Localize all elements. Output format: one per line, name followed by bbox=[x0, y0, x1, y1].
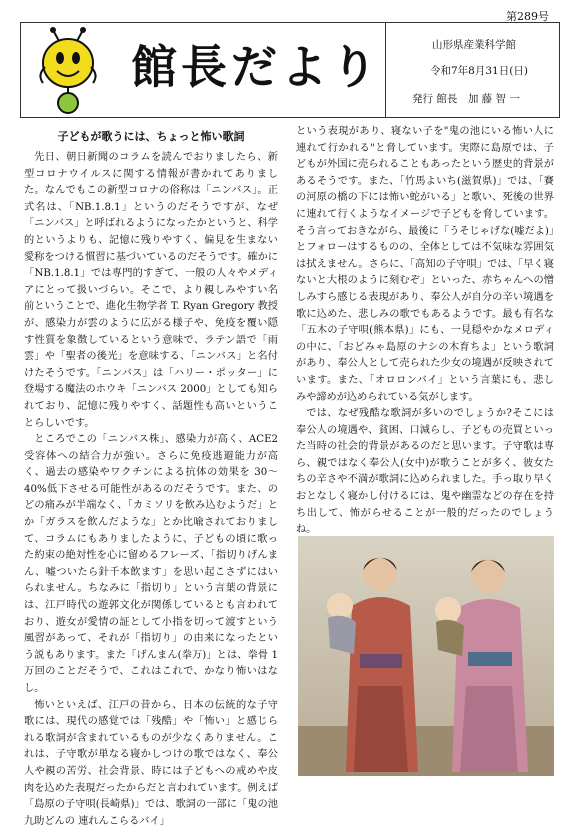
paragraph: では、なぜ残酷な歌詞が多いのでしょうか?そこには奉公人の境遇や、貧困、口減らし、子どもの売買といった当時の社会的背景があるのだと思います。子守歌は専ら、親ではなく奉公人(女中)が歌うことが多く、彼女たちの辛さや不満が歌詞に込められました。手っ取り早くおとなしく寝かし付けるには、鬼や幽霊などの存在を持ち出して、怖がらせることが一般的だったのでしょうね。 bbox=[296, 408, 554, 536]
publisher: 発行 館長 加 藤 智 一 bbox=[412, 93, 520, 105]
paragraph: という表現があり、寝ない子を"鬼の池にいる怖い人に連れて行かれる"と脅しています。実際に島原では、子どもが外国に売られることもあったという歴史的背景があるそうです。また、「竹馬よいち(滋賀県)」では、「賽の河原の橋の下には怖い蛇がいる」と歌い、死後の世界に連れて行くようなイメージで子どもを脅しています。そう言っておきながら、最後に「うそじゃげな(嘘だよ)」とフォローはするものの、全体としては不気味な雰囲気は拭えません。さらに、「高知の子守唄」では、「早く寝ないと大根のように刻むぞ」といった、赤ちゃんへの憎しみすら感じる表現があり、奉公人が自分の辛い境遇を歌に込めた、悲しみの歌でもあるようです。最も有名な「五木の子守唄(熊本県)」にも、一見穏やかなメロディの中に、「おどみゃ島原のナシの木育ちよ」という歌詞があり、奉公人として売られた少女の境遇が反映されています。また、「オロロンバイ」という言葉にも、悲しみや諦めが込められている気がします。 bbox=[296, 126, 554, 403]
paragraph: 怖いといえば、江戸の昔から、日本の伝統的な子守歌には、現代の感覚では「残酷」や「怖い」と感じられる歌詞が含まれているものが少なくありません。これは、子守歌が単なる寝かしつけの歌ではなく、奉公人や親の苦労、社会背景、時には子どもへの戒めや皮肉を込めた表現だったからだと言われています。例えば「島原の子守唄(長崎県)」では、歌詞の一部に「鬼の池 九助どんの 連れんこらるバイ」 bbox=[24, 699, 278, 827]
masthead bbox=[20, 22, 560, 118]
mascot-icon bbox=[35, 27, 101, 115]
article-column-left bbox=[24, 150, 278, 827]
paragraph: 先日、朝日新聞のコラムを読んでおりましたら、新型コロナウイルスに関する情報が書かれてありました。なんでもこの新型コロナの俗称は「ニンバス」。正式名は、「NB.1.8.1」というのだそうですが、なぜ「ニンバス」と呼ばれるようになったかというと、科学的というよりも、記憶に残りやすく、偏見を生まない愛称をつける慣習に基づいているのだそうです。確かに「NB.1.8.1」では専門的すぎて、一般の人々やメディアにとって扱いづらい。そこで、より親しみやすい名前ということで、進化生物学者 T. Ryan Gregory 教授が、感染力が雲のように広がる様子や、免疫を覆い隠す性質を象徴しているという意味で、ラテン語で「雨雲」や「聖者の後光」を意味する、「ニンバス」と名付けたそうです。「ニンバス」は「ハリー・ポッター」に登場する魔法のホウキ「ニンバス 2000」としても知られており、記憶に残りやすく、話題性も高いということらしいです。 bbox=[24, 152, 278, 429]
issue-number: 第289号 bbox=[506, 10, 549, 23]
newsletter-title: 館長だより bbox=[131, 40, 381, 94]
organization-name: 山形県産業科学館 bbox=[432, 39, 516, 51]
publication-date: 令和7年8月31日(日) bbox=[430, 65, 528, 77]
article-headline: 子どもが歌うには、ちょっと怖い歌詞 bbox=[57, 130, 245, 143]
masthead-title-area bbox=[21, 23, 386, 117]
paragraph: ところでこの「ニンバス株」、感染力が高く、ACE2受容体への結合力が強い。さらに免疫逃避能力が高く、過去の感染やワクチンによる抗体の効果を 30～40%低下させる可能性があるのだそうです。また、のどの痛みが半端なく、「カミソリを飲み込むようだ」とか「ガラスを飲んだような」とか比喩されておりまして、コラムにもありましたように、子どもの頃に歌った約束の絶対性を心に留めるフレーズ、「指切りげんまん、嘘ついたら針千本飲ます」を思い起こさずにはいられません。ちなみに「指切り」という言葉の背景には、江戸時代の遊郭文化が関係しているとも言われており、遊女が愛情の証として小指を切って渡すという風習があって、それが「指切り」の由来になったという説もあります。また「げんまん(拳万)」とは、拳骨 1 万回のことだそうで、これはこれで、かなり怖いはなし。 bbox=[24, 434, 278, 694]
masthead-info bbox=[386, 23, 560, 117]
historical-photo-child-nannies bbox=[298, 536, 554, 776]
article-column-right bbox=[296, 124, 554, 534]
